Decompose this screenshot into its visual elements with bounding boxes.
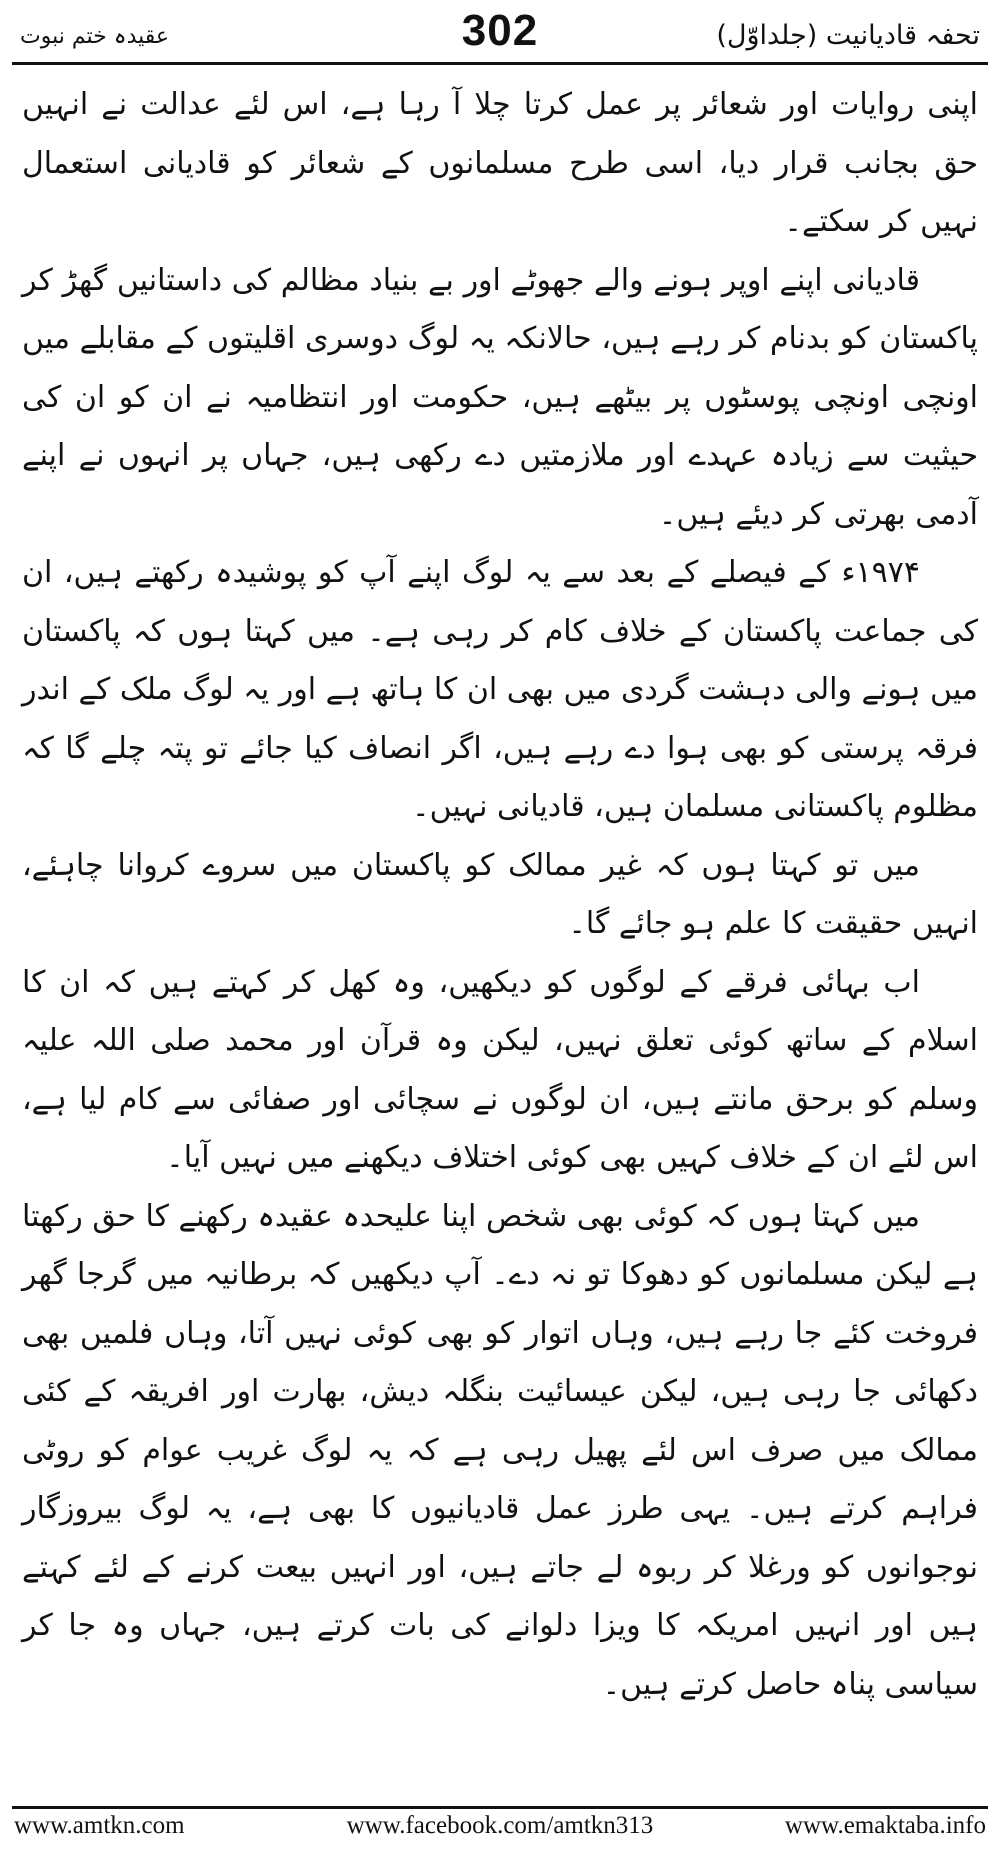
footer-link-emaktaba[interactable]: www.emaktaba.info (784, 1812, 986, 1839)
page-footer (14, 1812, 986, 1846)
series-title: عقیدہ ختم نبوت (20, 24, 170, 49)
footer-link-amtkn[interactable]: www.amtkn.com (14, 1812, 185, 1839)
page-header (12, 6, 988, 60)
header-divider (12, 62, 988, 65)
paragraph-4: میں تو کہتا ہوں کہ غیر ممالک کو پاکستان میں سروے کروانا چاہئے، انہیں حقیقت کا علم ہو جائے گا۔ (22, 847, 978, 941)
footer-link-facebook[interactable]: www.facebook.com/amtkn313 (346, 1812, 654, 1839)
footer-divider (12, 1806, 988, 1809)
book-title: تحفہ قادیانیت (جلداوّل) (716, 20, 980, 51)
page-body (22, 76, 978, 1714)
paragraph-5: اب بہائی فرقے کے لوگوں کو دیکھیں، وہ کھل کر کہتے ہیں کہ ان کا اسلام کے ساتھ کوئی تعلق نہیں، لیکن وہ قرآن اور محمد صلی اللہ علیہ وسلم کو برحق مانتے ہیں، ان لوگوں نے سچائی اور صفائی سے کام لیا ہے، اس لئے ان کے خلاف کہیں بھی کوئی اختلاف دیکھنے میں نہیں آیا۔ (22, 964, 978, 1175)
page-number: 302 (461, 6, 539, 55)
paragraph-1: اپنی روایات اور شعائر پر عمل کرتا چلا آ رہا ہے، اس لئے عدالت نے انہیں حق بجانب قرار دیا، اسی طرح مسلمانوں کے شعائر کو قادیانی استعمال نہیں کر سکتے۔ (22, 87, 978, 239)
paragraph-3: ۱۹۷۴ء کے فیصلے کے بعد سے یہ لوگ اپنے آپ کو پوشیدہ رکھتے ہیں، ان کی جماعت پاکستان کے خلاف کام کر رہی ہے۔ میں کہتا ہوں کہ پاکستان میں ہونے والی دہشت گردی میں بھی ان کا ہاتھ ہے اور یہ لوگ ملک کے اندر فرقہ پرستی کو بھی ہوا دے رہے ہیں، اگر انصاف کیا جائے تو پتہ چلے گا کہ مظلوم پاکستانی مسلمان ہیں، قادیانی نہیں۔ (22, 555, 978, 824)
paragraph-2: قادیانی اپنے اوپر ہونے والے جھوٹے اور بے بنیاد مظالم کی داستانیں گھڑ کر پاکستان کو بدنام کر رہے ہیں، حالانکہ یہ لوگ دوسری اقلیتوں کے مقابلے میں اونچی اونچی پوسٹوں پر بیٹھے ہیں، حکومت اور انتظامیہ نے ان کو ان کی حیثیت سے زیادہ عہدے اور ملازمتیں دے رکھی ہیں، جہاں پر انہوں نے اپنے آدمی بھرتی کر دیئے ہیں۔ (22, 262, 978, 532)
paragraph-6: میں کہتا ہوں کہ کوئی بھی شخص اپنا علیحدہ عقیدہ رکھنے کا حق رکھتا ہے لیکن مسلمانوں کو دھوکا تو نہ دے۔ آپ دیکھیں کہ برطانیہ میں گرجا گھر فروخت کئے جا رہے ہیں، وہاں اتوار کو بھی کوئی نہیں آتا، وہاں فلمیں بھی دکھائی جا رہی ہیں، لیکن عیسائیت بنگلہ دیش، بھارت اور افریقہ کے کئی ممالک میں صرف اس لئے پھیل رہی ہے کہ یہ لوگ غریب عوام کو روٹی فراہم کرتے ہیں۔ یہی طرز عمل قادیانیوں کا بھی ہے، یہ لوگ بیروزگار نوجوانوں کو ورغلا کر ربوہ لے جاتے ہیں، اور انہیں بیعت کرنے کے لئے کہتے ہیں اور انہیں امریکہ کا ویزا دلوانے کی بات کرتے ہیں، جہاں وہ جا کر سیاسی پناہ حاصل کرتے ہیں۔ (22, 1198, 978, 1702)
